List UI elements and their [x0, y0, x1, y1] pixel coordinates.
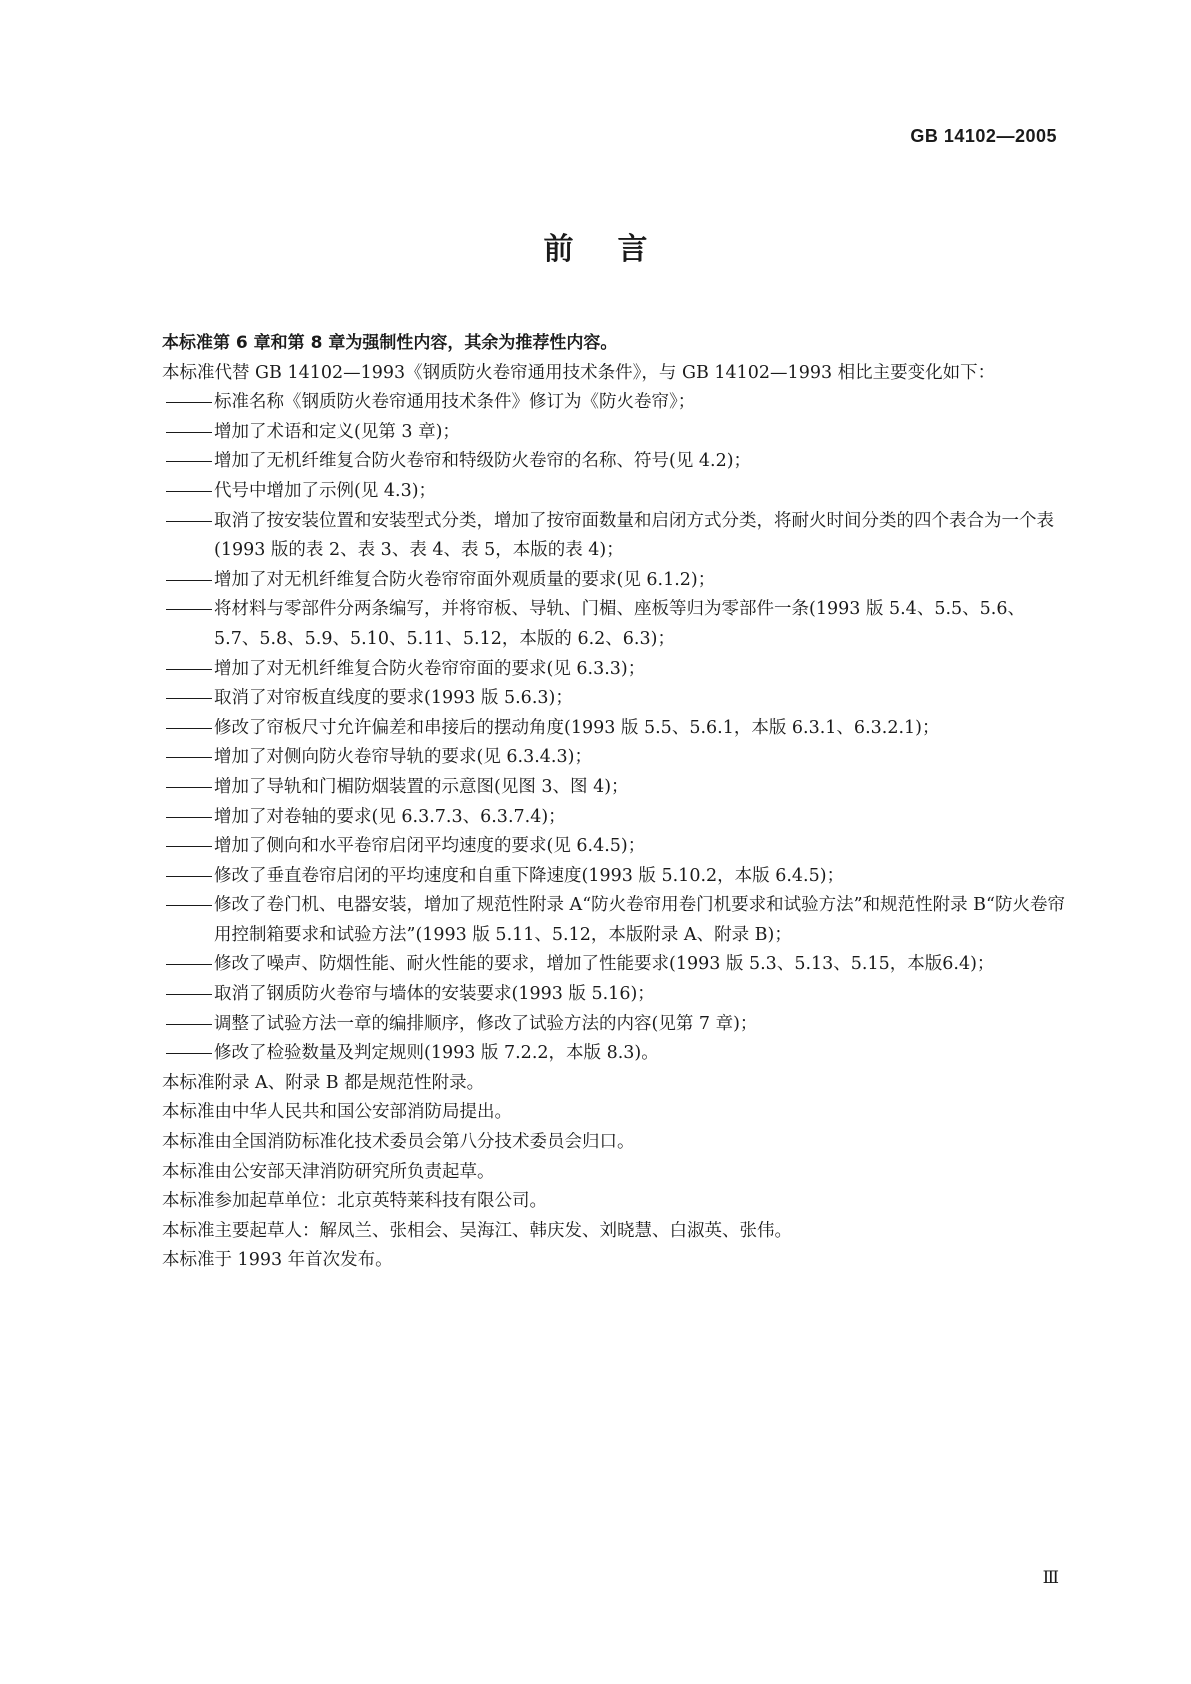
list-item-text: 增加了对无机纤维复合防火卷帘帘面的要求(见 6.3.3)； — [214, 658, 646, 679]
list-item — [127, 595, 1067, 654]
list-item — [127, 862, 1067, 892]
list-item-text: 取消了钢质防火卷帘与墙体的安装要求(1993 版 5.16)； — [214, 984, 655, 1005]
dash-marker — [127, 477, 214, 507]
list-item — [127, 891, 1067, 950]
dash-marker — [127, 684, 214, 714]
list-item-text: 修改了卷门机、电器安装，增加了规范性附录 A“防火卷帘用卷门机要求和试验方法”和规范性附录 B“防火卷帘用控制箱要求和试验方法”(1993 版 5.11、5.12，本版附录 A、附录 B)； — [214, 895, 1065, 945]
dash-marker — [127, 891, 214, 921]
list-item-text: 修改了噪声、防烟性能、耐火性能的要求，增加了性能要求(1993 版 5.3、5.13、5.15，本版6.4)； — [214, 954, 995, 975]
proposer-statement: 本标准由中华人民共和国公安部消防局提出。 — [162, 1102, 512, 1123]
dash-marker — [127, 950, 214, 980]
list-item — [127, 477, 1067, 507]
dash-marker — [127, 595, 214, 625]
list-item-text: 调整了试验方法一章的编排顺序，修改了试验方法的内容(见第 7 章)； — [214, 1013, 758, 1034]
list-item — [127, 655, 1067, 685]
list-item-text: 增加了术语和定义(见第 3 章)； — [214, 421, 460, 442]
drafter-statement: 本标准由公安部天津消防研究所负责起草。 — [162, 1161, 495, 1182]
dash-marker — [127, 447, 214, 477]
page-number: Ⅲ — [1042, 1568, 1059, 1588]
dash-marker — [127, 714, 214, 744]
dash-marker — [127, 388, 214, 418]
list-item-text: 修改了检验数量及判定规则(1993 版 7.2.2，本版 8.3)。 — [214, 1043, 659, 1064]
dash-marker — [127, 832, 214, 862]
page-title: 前言 — [543, 232, 692, 267]
list-item — [127, 388, 1067, 418]
list-item — [127, 980, 1067, 1010]
list-item-text: 修改了垂直卷帘启闭的平均速度和自重下降速度(1993 版 5.10.2，本版 6.4.5)； — [214, 865, 845, 886]
dash-marker — [127, 773, 214, 803]
list-item — [127, 743, 1067, 773]
list-item-text: 增加了对卷轴的要求(见 6.3.7.3、6.3.7.4)； — [214, 806, 566, 827]
list-item — [127, 566, 1067, 596]
list-item — [127, 507, 1067, 566]
dash-marker — [127, 1039, 214, 1069]
dash-marker — [127, 803, 214, 833]
dash-marker — [127, 507, 214, 537]
first-release-statement: 本标准于 1993 年首次发布。 — [162, 1250, 393, 1271]
dash-marker — [127, 418, 214, 448]
list-item-text: 增加了对侧向防火卷帘导轨的要求(见 6.3.4.3)； — [214, 747, 592, 768]
list-item-text: 标准名称《钢质防火卷帘通用技术条件》修订为《防火卷帘》； — [214, 392, 696, 413]
participant-statement: 本标准参加起草单位：北京英特莱科技有限公司。 — [162, 1191, 547, 1212]
dash-marker — [127, 655, 214, 685]
list-item — [127, 418, 1067, 448]
list-item-text: 增加了导轨和门楣防烟装置的示意图(见图 3、图 4)； — [214, 776, 629, 797]
annex-statement: 本标准附录 A、附录 B 都是规范性附录。 — [162, 1072, 485, 1093]
list-item — [127, 1039, 1067, 1069]
authors-statement: 本标准主要起草人：解凤兰、张相会、吴海江、韩庆发、刘晓慧、白淑英、张伟。 — [162, 1220, 792, 1241]
list-item — [127, 1010, 1067, 1040]
committee-statement: 本标准由全国消防标准化技术委员会第八分技术委员会归口。 — [162, 1132, 635, 1153]
standard-number: GB 14102—2005 — [910, 126, 1057, 146]
list-item — [127, 832, 1067, 862]
preface-body — [127, 329, 1067, 1276]
list-item-text: 代号中增加了示例(见 4.3)； — [214, 480, 437, 501]
list-item-text: 取消了对帘板直线度的要求(1993 版 5.6.3)； — [214, 688, 573, 709]
list-item — [127, 773, 1067, 803]
dash-marker — [127, 1010, 214, 1040]
list-item — [127, 684, 1067, 714]
dash-marker — [127, 566, 214, 596]
list-item — [127, 714, 1067, 744]
dash-marker — [127, 980, 214, 1010]
list-item — [127, 447, 1067, 477]
list-item-text: 修改了帘板尺寸允许偏差和串接后的摆动角度(1993 版 5.5、5.6.1，本版 6.3.1、6.3.2.1)； — [214, 717, 940, 738]
replacement-statement: 本标准代替 GB 14102—1993《钢质防火卷帘通用技术条件》，与 GB 14102—1993 相比主要变化如下： — [162, 362, 996, 383]
change-list — [127, 388, 1067, 1069]
list-item-text: 增加了侧向和水平卷帘启闭平均速度的要求(见 6.4.5)； — [214, 836, 646, 857]
list-item — [127, 950, 1067, 980]
dash-marker — [127, 743, 214, 773]
mandatory-statement: 本标准第 6 章和第 8 章为强制性内容，其余为推荐性内容。 — [162, 333, 618, 353]
list-item-text: 取消了按安装位置和安装型式分类，增加了按帘面数量和启闭方式分类，将耐火时间分类的四个表合为一个表(1993 版的表 2、表 3、表 4、表 5，本版的表 4)； — [214, 510, 1054, 561]
list-item-text: 增加了无机纤维复合防火卷帘和特级防火卷帘的名称、符号(见 4.2)； — [214, 451, 752, 472]
dash-marker — [127, 862, 214, 892]
list-item-text: 将材料与零部件分两条编写，并将帘板、导轨、门楣、座板等归为零部件一条(1993 版 5.4、5.5、5.6、5.7、5.8、5.9、5.10、5.11、5.12，本版的 6.2、6.3)； — [214, 599, 1025, 649]
list-item — [127, 803, 1067, 833]
list-item-text: 增加了对无机纤维复合防火卷帘帘面外观质量的要求(见 6.1.2)； — [214, 569, 716, 590]
